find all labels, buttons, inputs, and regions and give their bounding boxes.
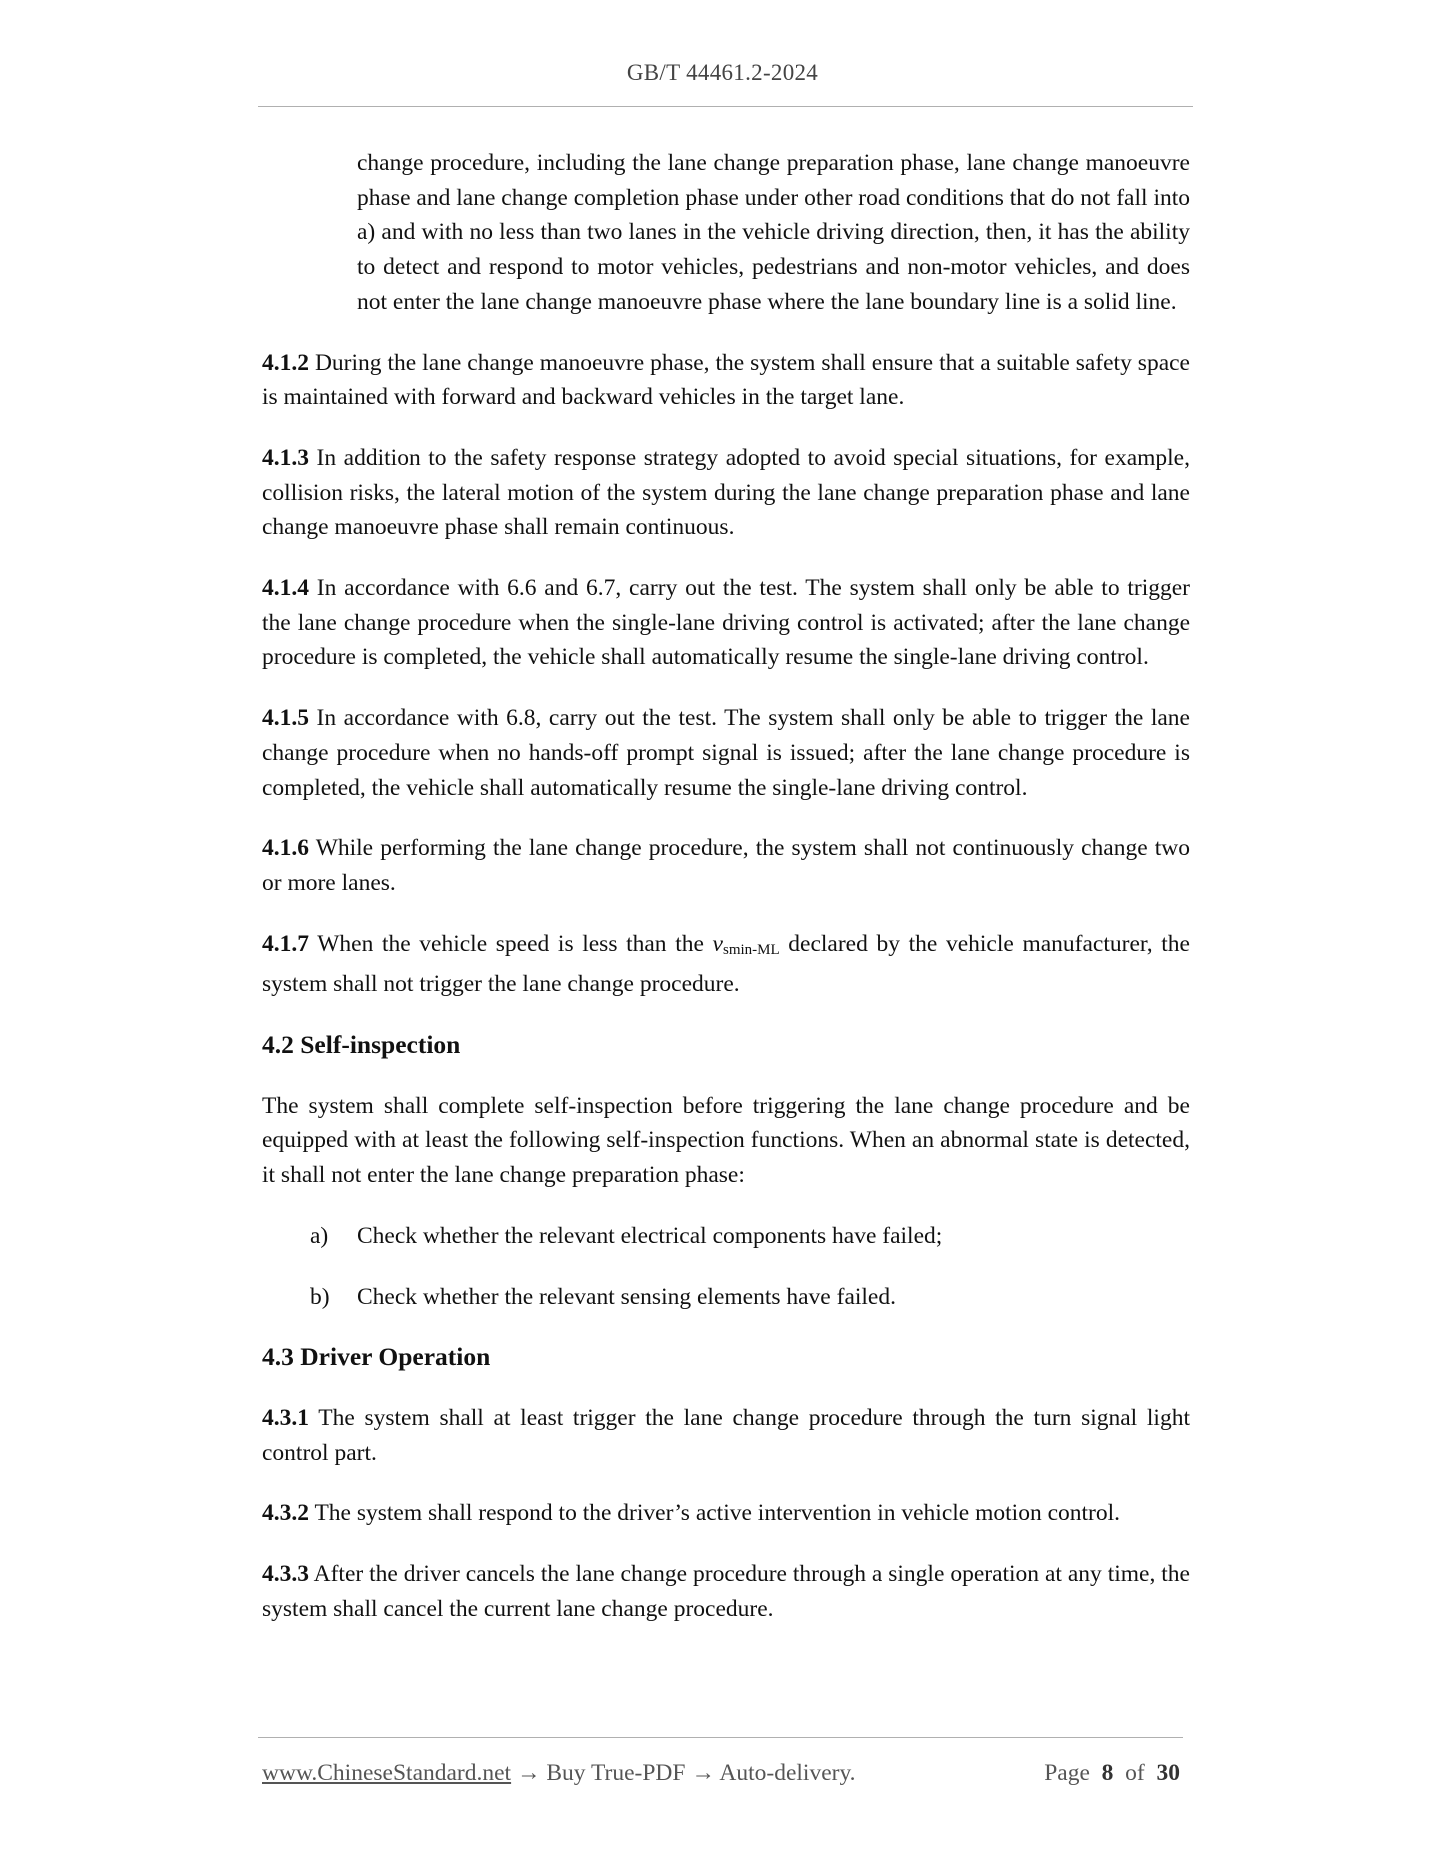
page-number (1044, 1760, 1180, 1787)
clause-number: 4.3.1 (262, 1404, 309, 1431)
clause-text: During the lane change manoeuvre phase, the system shall ensure that a suitable safety space is maintained with forward and backward vehicles in the target lane. (262, 349, 1190, 411)
speed-symbol-base: v (712, 930, 723, 957)
section-heading-4-3: 4.3 Driver Operation (262, 1342, 491, 1372)
clause-number: 4.3.3 (262, 1561, 309, 1588)
list-item (310, 1219, 1190, 1254)
clause-number: 4.1.3 (262, 444, 309, 471)
clause-text: The system shall respond to the driver’s active intervention in vehicle motion control. (309, 1500, 1121, 1527)
clause-text-before: When the vehicle speed is less than the (309, 930, 713, 957)
clause-4-1-3 (262, 441, 1190, 545)
speed-symbol (713, 931, 780, 957)
page-of-label: of (1125, 1760, 1145, 1786)
clause-4-3-2 (262, 1496, 1190, 1531)
list-item-text: Check whether the relevant electrical components have failed; (357, 1222, 943, 1249)
section-4-2-intro: The system shall complete self-inspection before triggering the lane change procedure and be equipped with at least the following self-inspection functions. When an abnormal state is detected, it shall not enter the lane change preparation phase: (262, 1092, 1190, 1189)
clause-number: 4.1.6 (262, 835, 309, 862)
clause-text: While performing the lane change procedure, the system shall not continuously change two or more lanes. (262, 835, 1190, 896)
list-item (310, 1280, 1190, 1315)
clause-number: 4.1.2 (262, 349, 309, 376)
clause-text: In accordance with 6.8, carry out the test. The system shall only be able to trigger the lane change procedure when no hands-off prompt signal is issued; after the lane change procedure is completed, the vehicle shall automatically resume the single-lane driving control. (262, 705, 1190, 801)
clause-4-3-3 (262, 1557, 1190, 1626)
clause-4-1-5 (262, 701, 1190, 805)
standard-id: GB/T 44461.2-2024 (626, 60, 819, 85)
clause-4-1-2 (262, 346, 1190, 415)
clause-number: 4.3.2 (262, 1500, 309, 1527)
clause-text: The system shall at least trigger the lane change procedure through the turn signal light control part. (262, 1404, 1190, 1466)
list-item-text: Check whether the relevant sensing elements have failed. (357, 1283, 896, 1310)
list-marker: b) (310, 1283, 330, 1310)
page-footer (262, 1760, 1180, 1787)
footer-tagline: → Buy True-PDF → Auto-delivery. (511, 1760, 856, 1786)
speed-symbol-subscript: smin-ML (722, 941, 780, 958)
continued-paragraph: change procedure, including the lane change preparation phase, lane change manoeuvre phase and lane change completion phase under other road conditions that do not fall into a) and with no less than two lanes in the vehicle driving direction, then, it has the ability to detect and respond to motor vehicles, pedestrians and non-motor vehicles, and does not enter the lane change manoeuvre phase where the lane boundary line is a solid line. (357, 150, 1190, 315)
footer-divider (258, 1737, 1183, 1738)
clause-text: After the driver cancels the lane change procedure through a single operation at any time, the system shall cancel the current lane change procedure. (262, 1561, 1190, 1622)
page-label: Page (1044, 1760, 1090, 1786)
clause-text: In addition to the safety response strategy adopted to avoid special situations, for example, collision risks, the lateral motion of the system during the lane change preparation phase and lane change manoeuvre phase shall remain continuous. (262, 444, 1190, 541)
clause-4-1-4 (262, 571, 1190, 675)
clause-number: 4.1.5 (262, 705, 309, 732)
clause-4-3-1 (262, 1401, 1190, 1470)
page-current: 8 (1101, 1760, 1114, 1786)
clause-number: 4.1.4 (262, 575, 309, 602)
page-header (0, 60, 1445, 86)
header-divider (258, 106, 1193, 107)
clause-4-1-6 (262, 831, 1190, 900)
clause-text: In accordance with 6.6 and 6.7, carry out the test. The system shall only be able to trigger the lane change procedure when the single-lane driving control is activated; after the lane change procedure is completed, the vehicle shall automatically resume the single-lane driving control. (262, 575, 1190, 671)
site-link[interactable]: www.ChineseStandard.net (262, 1760, 512, 1786)
page-content (262, 146, 1190, 1653)
clause-number: 4.1.7 (262, 930, 309, 957)
footer-promo (262, 1760, 856, 1787)
page-total: 30 (1156, 1760, 1180, 1786)
clause-text-after: declared by the vehicle manufacturer, the system shall not trigger the lane change procedure. (262, 930, 1190, 998)
list-marker: a) (310, 1222, 329, 1249)
section-heading-4-2: 4.2 Self-inspection (262, 1030, 461, 1060)
clause-4-1-7 (262, 927, 1190, 1002)
